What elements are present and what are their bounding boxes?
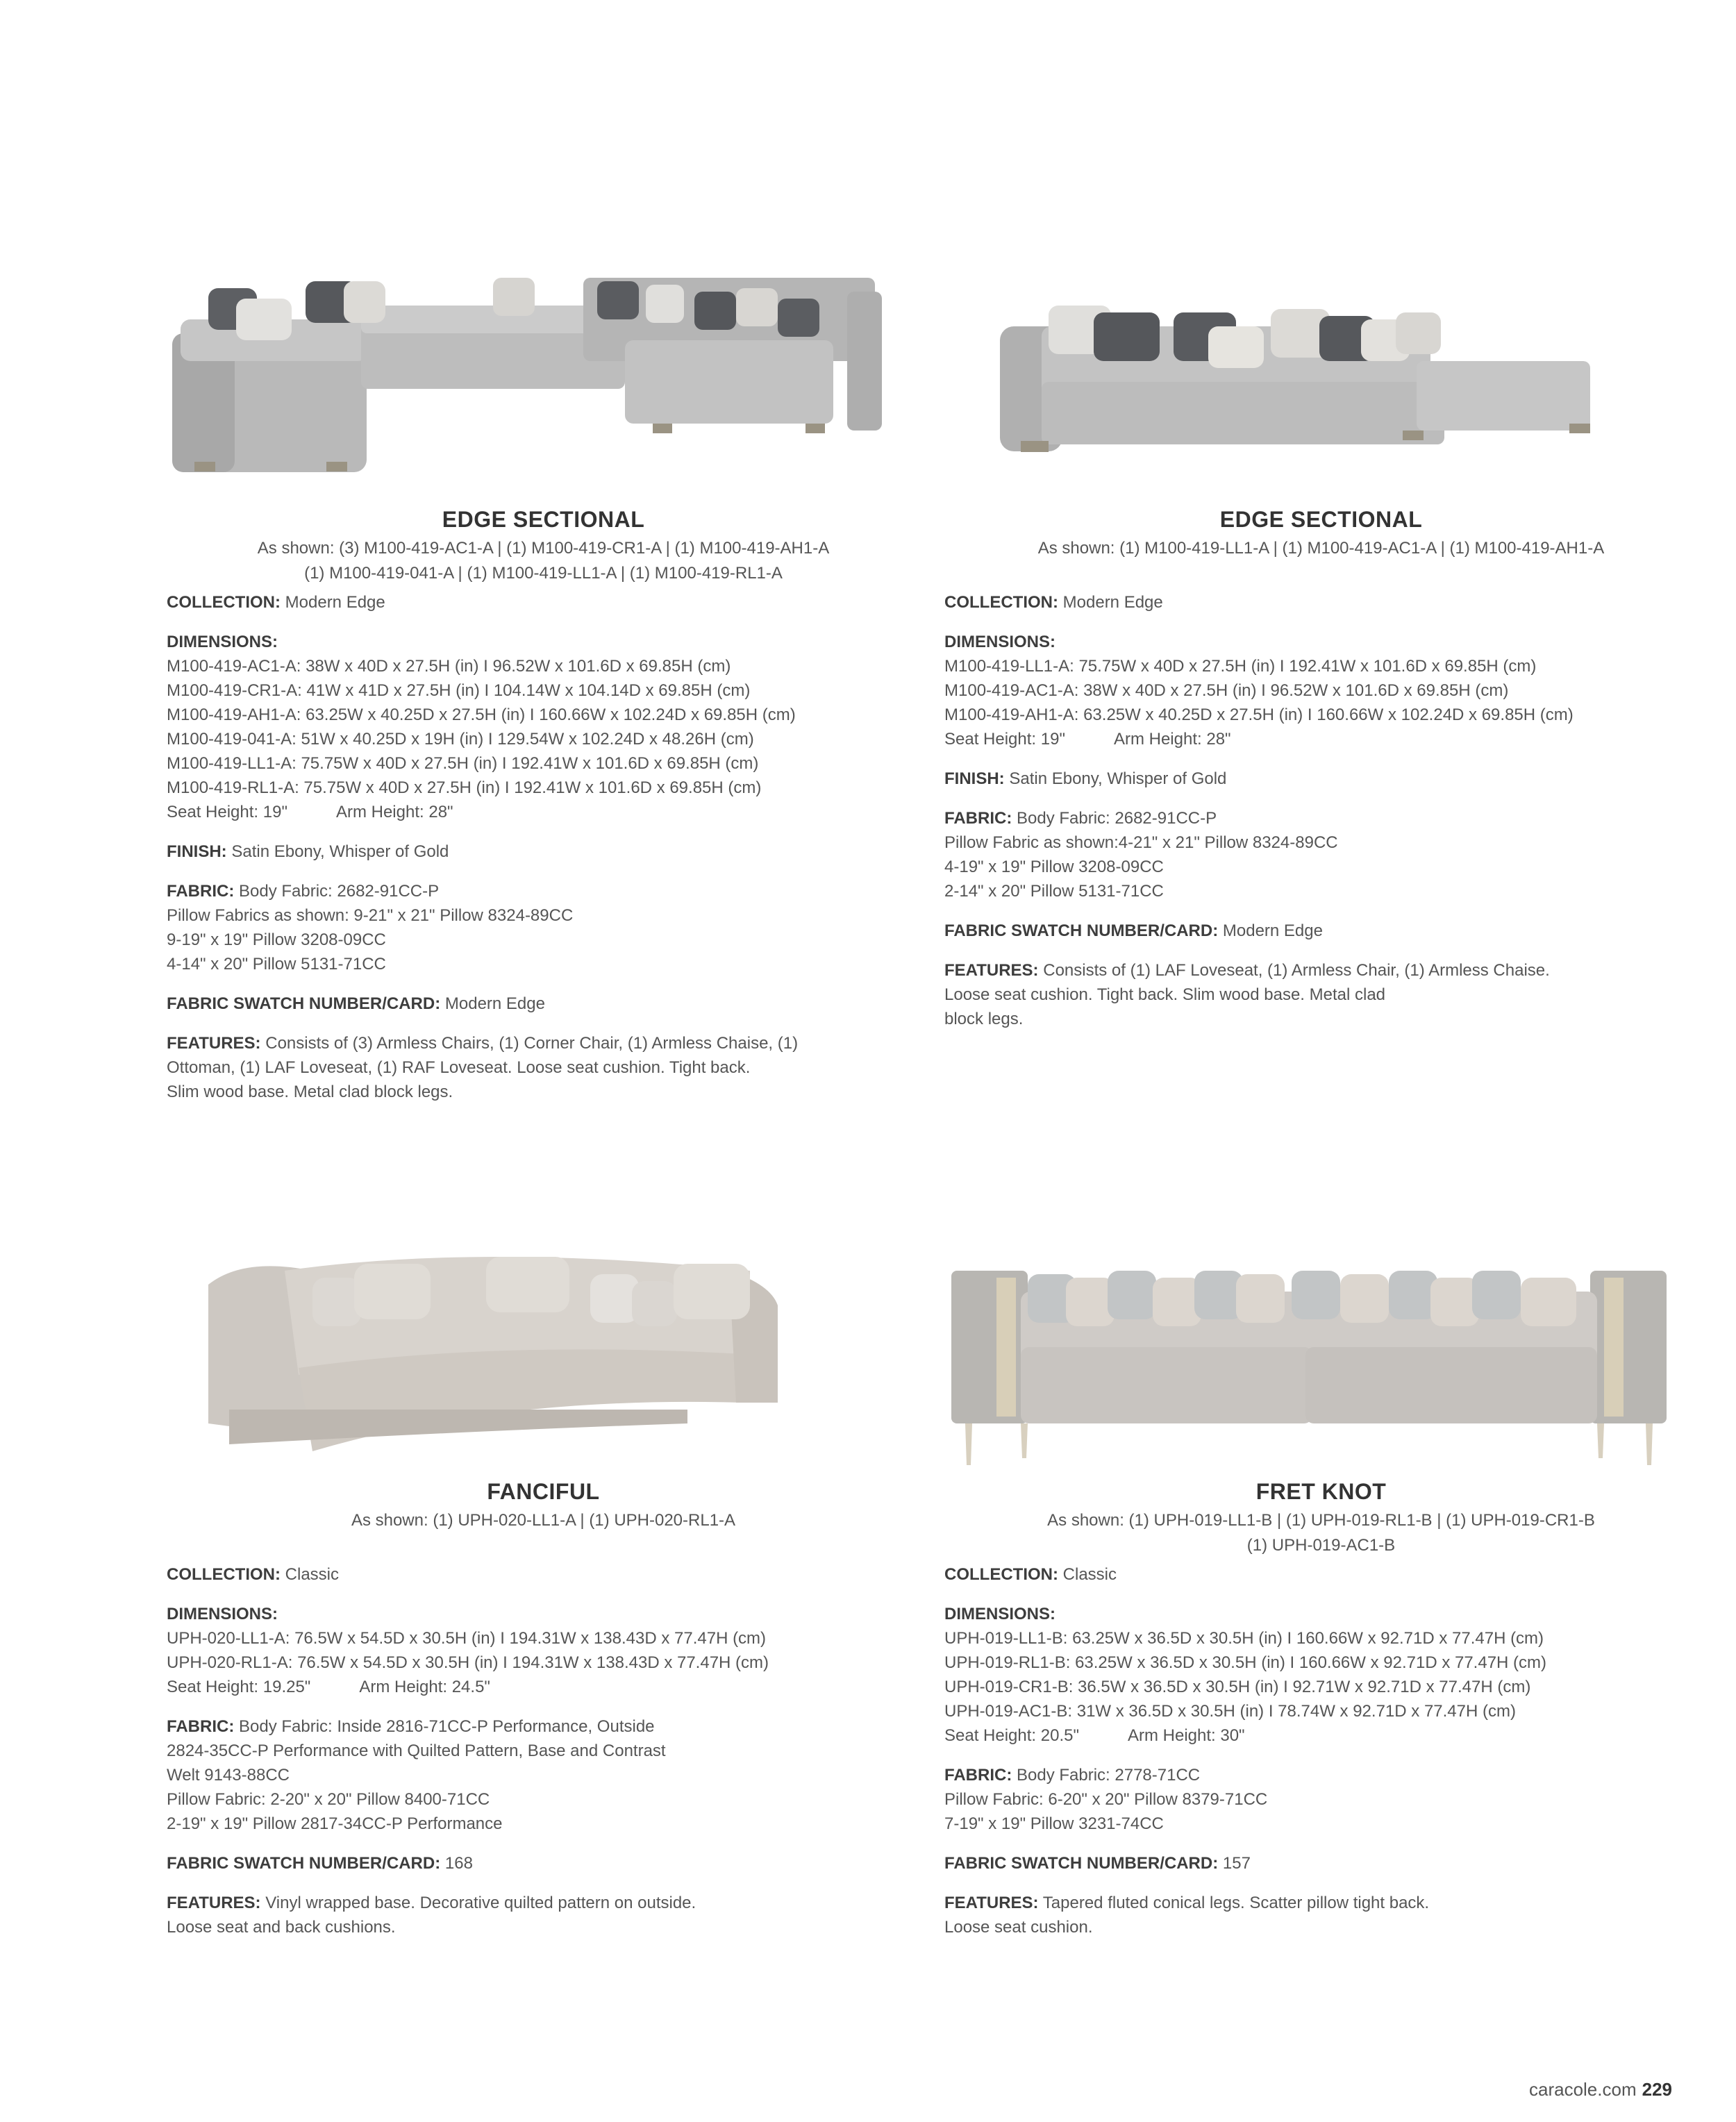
arm-height: Arm Height: 24.5" (359, 1678, 490, 1696)
spec-list (944, 590, 1698, 1046)
finish (944, 767, 1698, 791)
arm-height: Arm Height: 28" (335, 803, 453, 821)
fanciful-photo (201, 1243, 785, 1451)
fabric-line: 2-19" x 19" Pillow 2817-34CC-P Performance (167, 1814, 503, 1833)
collection (944, 1562, 1698, 1587)
swatch-label: FABRIC SWATCH NUMBER/CARD: (167, 994, 441, 1013)
product-title: FANCIFUL (487, 1479, 600, 1504)
arm-height: Arm Height: 30" (1127, 1726, 1245, 1745)
dimension-line: M100-419-AC1-A: 38W x 40D x 27.5H (in) I 96.52W x 101.6D x 69.85H (cm) (167, 657, 731, 676)
product-title: EDGE SECTIONAL (442, 507, 645, 532)
features (944, 1891, 1698, 1939)
finish-value: Satin Ebony, Whisper of Gold (1009, 769, 1227, 788)
fabric-line: 4-19" x 19" Pillow 3208-09CC (944, 858, 1164, 876)
features-line: Vinyl wrapped base. Decorative quilted pattern on outside. (265, 1894, 696, 1912)
finish-label: FINISH: (944, 769, 1005, 788)
fret-knot-photo (944, 1250, 1680, 1465)
dimension-line: UPH-019-AC1-B: 31W x 36.5D x 30.5H (in) I 78.74W x 92.71D x 77.47H (cm) (944, 1702, 1516, 1721)
as-shown-line: As shown: (1) M100-419-LL1-A | (1) M100-419-AC1-A | (1) M100-419-AH1-A (1037, 539, 1605, 558)
dimension-line: M100-419-AH1-A: 63.25W x 40.25D x 27.5H (in) I 160.66W x 102.24D x 69.85H (cm) (167, 705, 796, 724)
collection-label: COLLECTION: (944, 593, 1058, 612)
features-label: FEATURES: (167, 1894, 261, 1912)
arm-height: Arm Height: 28" (1113, 730, 1231, 749)
product-title: EDGE SECTIONAL (1219, 507, 1423, 532)
fabric-line: Pillow Fabrics as shown: 9-21" x 21" Pillow 8324-89CC (167, 906, 574, 925)
dimension-line: UPH-019-LL1-B: 63.25W x 36.5D x 30.5H (in) I 160.66W x 92.71D x 77.47H (cm) (944, 1629, 1544, 1648)
fabric (167, 1714, 920, 1836)
fabric (944, 1763, 1698, 1836)
dimensions (944, 1602, 1698, 1748)
dimensions-label: DIMENSIONS: (944, 633, 1056, 651)
page-footer (1529, 2079, 1672, 2100)
dimension-line: UPH-020-LL1-A: 76.5W x 54.5D x 30.5H (in) I 194.31W x 138.43D x 77.47H (cm) (167, 1629, 767, 1648)
edge-sectional-large-photo (167, 250, 889, 472)
page-number: 229 (1642, 2079, 1672, 2100)
fabric-label: FABRIC: (944, 1766, 1012, 1785)
dimension-line: M100-419-041-A: 51W x 40.25D x 19H (in) I 129.54W x 102.24D x 48.26H (cm) (167, 730, 754, 749)
as-shown-line: As shown: (1) UPH-020-LL1-A | (1) UPH-020-RL1-A (351, 1511, 736, 1530)
features-line: Tapered fluted conical legs. Scatter pillow tight back. (1042, 1894, 1430, 1912)
features (167, 1031, 920, 1104)
seat-height: Seat Height: 20.5" (944, 1726, 1079, 1745)
dimensions-label: DIMENSIONS: (167, 1605, 278, 1623)
height-line (944, 727, 1698, 751)
swatch-label: FABRIC SWATCH NUMBER/CARD: (944, 921, 1219, 940)
fabric-swatch (167, 992, 920, 1016)
as-shown (153, 1508, 934, 1533)
dimension-line: M100-419-LL1-A: 75.75W x 40D x 27.5H (in) I 192.41W x 101.6D x 69.85H (cm) (167, 754, 759, 773)
fabric-line: 2824-35CC-P Performance with Quilted Pattern, Base and Contrast (167, 1741, 666, 1760)
features (167, 1891, 920, 1939)
dimension-line: UPH-020-RL1-A: 76.5W x 54.5D x 30.5H (in) I 194.31W x 138.43D x 77.47H (cm) (167, 1653, 769, 1672)
collection-label: COLLECTION: (944, 1565, 1058, 1584)
as-shown-line: (1) M100-419-041-A | (1) M100-419-LL1-A | (1) M100-419-RL1-A (304, 564, 783, 583)
fabric-line: Pillow Fabric: 2-20" x 20" Pillow 8400-71CC (167, 1790, 490, 1809)
height-line (167, 1675, 920, 1699)
collection-label: COLLECTION: (167, 1565, 281, 1584)
dimensions-label: DIMENSIONS: (944, 1605, 1056, 1623)
features-label: FEATURES: (944, 1894, 1039, 1912)
seat-height: Seat Height: 19" (167, 803, 287, 821)
swatch-value: 168 (444, 1854, 473, 1873)
features-line: block legs. (944, 1010, 1024, 1028)
finish-value: Satin Ebony, Whisper of Gold (231, 842, 449, 861)
swatch-value: 157 (1222, 1854, 1251, 1873)
fabric-line: 4-14" x 20" Pillow 5131-71CC (167, 955, 386, 974)
dimension-line: UPH-019-RL1-B: 63.25W x 36.5D x 30.5H (in) I 160.66W x 92.71D x 77.47H (cm) (944, 1653, 1547, 1672)
dimension-line: UPH-019-CR1-B: 36.5W x 36.5D x 30.5H (in) I 92.71W x 92.71D x 77.47H (cm) (944, 1678, 1531, 1696)
fabric-line: Body Fabric: Inside 2816-71CC-P Performance, Outside (239, 1717, 655, 1736)
fabric-label: FABRIC: (167, 1717, 235, 1736)
fabric-swatch (167, 1851, 920, 1875)
height-line (944, 1723, 1698, 1748)
as-shown-line: As shown: (3) M100-419-AC1-A | (1) M100-419-CR1-A | (1) M100-419-AH1-A (257, 539, 830, 558)
collection (944, 590, 1698, 615)
fabric-line: 7-19" x 19" Pillow 3231-74CC (944, 1814, 1164, 1833)
swatch-label: FABRIC SWATCH NUMBER/CARD: (944, 1854, 1219, 1873)
seat-height: Seat Height: 19" (944, 730, 1065, 749)
seat-height: Seat Height: 19.25" (167, 1678, 311, 1696)
features-line: Loose seat cushion. (944, 1918, 1093, 1937)
dimension-line: M100-419-AC1-A: 38W x 40D x 27.5H (in) I 96.52W x 101.6D x 69.85H (cm) (944, 681, 1509, 700)
features-line: Consists of (3) Armless Chairs, (1) Corner Chair, (1) Armless Chaise, (1) (265, 1034, 799, 1053)
features-line: Loose seat cushion. Tight back. Slim wood base. Metal clad (944, 985, 1386, 1004)
collection (167, 1562, 920, 1587)
fabric-line: Welt 9143-88CC (167, 1766, 290, 1785)
dimensions (944, 630, 1698, 751)
fabric-swatch (944, 919, 1698, 943)
collection-value: Classic (1062, 1565, 1117, 1584)
spec-list (167, 1562, 920, 1955)
as-shown (930, 1508, 1712, 1558)
fabric-line: Body Fabric: 2778-71CC (1017, 1766, 1201, 1785)
site-link[interactable]: caracole.com (1528, 2079, 1637, 2100)
collection-value: Modern Edge (285, 593, 385, 612)
fabric-line: Body Fabric: 2682-91CC-P (1017, 809, 1217, 828)
as-shown-line: (1) UPH-019-AC1-B (1246, 1536, 1396, 1555)
features-line: Ottoman, (1) LAF Loveseat, (1) RAF Loveseat. Loose seat cushion. Tight back. (167, 1058, 751, 1077)
as-shown (930, 536, 1712, 561)
finish-label: FINISH: (167, 842, 227, 861)
edge-sectional-chaise-photo (1000, 278, 1667, 458)
fabric-line: 9-19" x 19" Pillow 3208-09CC (167, 930, 386, 949)
features-line: Loose seat and back cushions. (167, 1918, 396, 1937)
spec-list (167, 590, 920, 1119)
collection-value: Classic (285, 1565, 339, 1584)
collection (167, 590, 920, 615)
fabric (944, 806, 1698, 903)
fabric-label: FABRIC: (167, 882, 235, 901)
collection-value: Modern Edge (1062, 593, 1163, 612)
dimensions-label: DIMENSIONS: (167, 633, 278, 651)
dimension-line: M100-419-AH1-A: 63.25W x 40.25D x 27.5H (in) I 160.66W x 102.24D x 69.85H (cm) (944, 705, 1574, 724)
dimensions (167, 1602, 920, 1699)
features (944, 958, 1698, 1031)
spec-list (944, 1562, 1698, 1955)
collection-label: COLLECTION: (167, 593, 281, 612)
dimension-line: M100-419-CR1-A: 41W x 41D x 27.5H (in) I 104.14W x 104.14D x 69.85H (cm) (167, 681, 751, 700)
height-line (167, 800, 920, 824)
features-line: Slim wood base. Metal clad block legs. (167, 1083, 453, 1101)
features-line: Consists of (1) LAF Loveseat, (1) Armless Chair, (1) Armless Chaise. (1043, 961, 1550, 980)
product-title: FRET KNOT (1255, 1479, 1387, 1504)
dimensions (167, 630, 920, 824)
dimension-line: M100-419-RL1-A: 75.75W x 40D x 27.5H (in) I 192.41W x 101.6D x 69.85H (cm) (167, 778, 762, 797)
fabric-line: Pillow Fabric: 6-20" x 20" Pillow 8379-71CC (944, 1790, 1268, 1809)
fabric (167, 879, 920, 976)
swatch-value: Modern Edge (1222, 921, 1323, 940)
features-label: FEATURES: (944, 961, 1039, 980)
fabric-line: Pillow Fabric as shown:4-21" x 21" Pillow 8324-89CC (944, 833, 1338, 852)
swatch-value: Modern Edge (444, 994, 545, 1013)
features-label: FEATURES: (167, 1034, 261, 1053)
fabric-line: 2-14" x 20" Pillow 5131-71CC (944, 882, 1164, 901)
swatch-label: FABRIC SWATCH NUMBER/CARD: (167, 1854, 441, 1873)
as-shown (153, 536, 934, 586)
finish (167, 839, 920, 864)
fabric-line: Body Fabric: 2682-91CC-P (239, 882, 440, 901)
fabric-swatch (944, 1851, 1698, 1875)
dimension-line: M100-419-LL1-A: 75.75W x 40D x 27.5H (in) I 192.41W x 101.6D x 69.85H (cm) (944, 657, 1537, 676)
as-shown-line: As shown: (1) UPH-019-LL1-B | (1) UPH-019-RL1-B | (1) UPH-019-CR1-B (1047, 1511, 1595, 1530)
fabric-label: FABRIC: (944, 809, 1012, 828)
